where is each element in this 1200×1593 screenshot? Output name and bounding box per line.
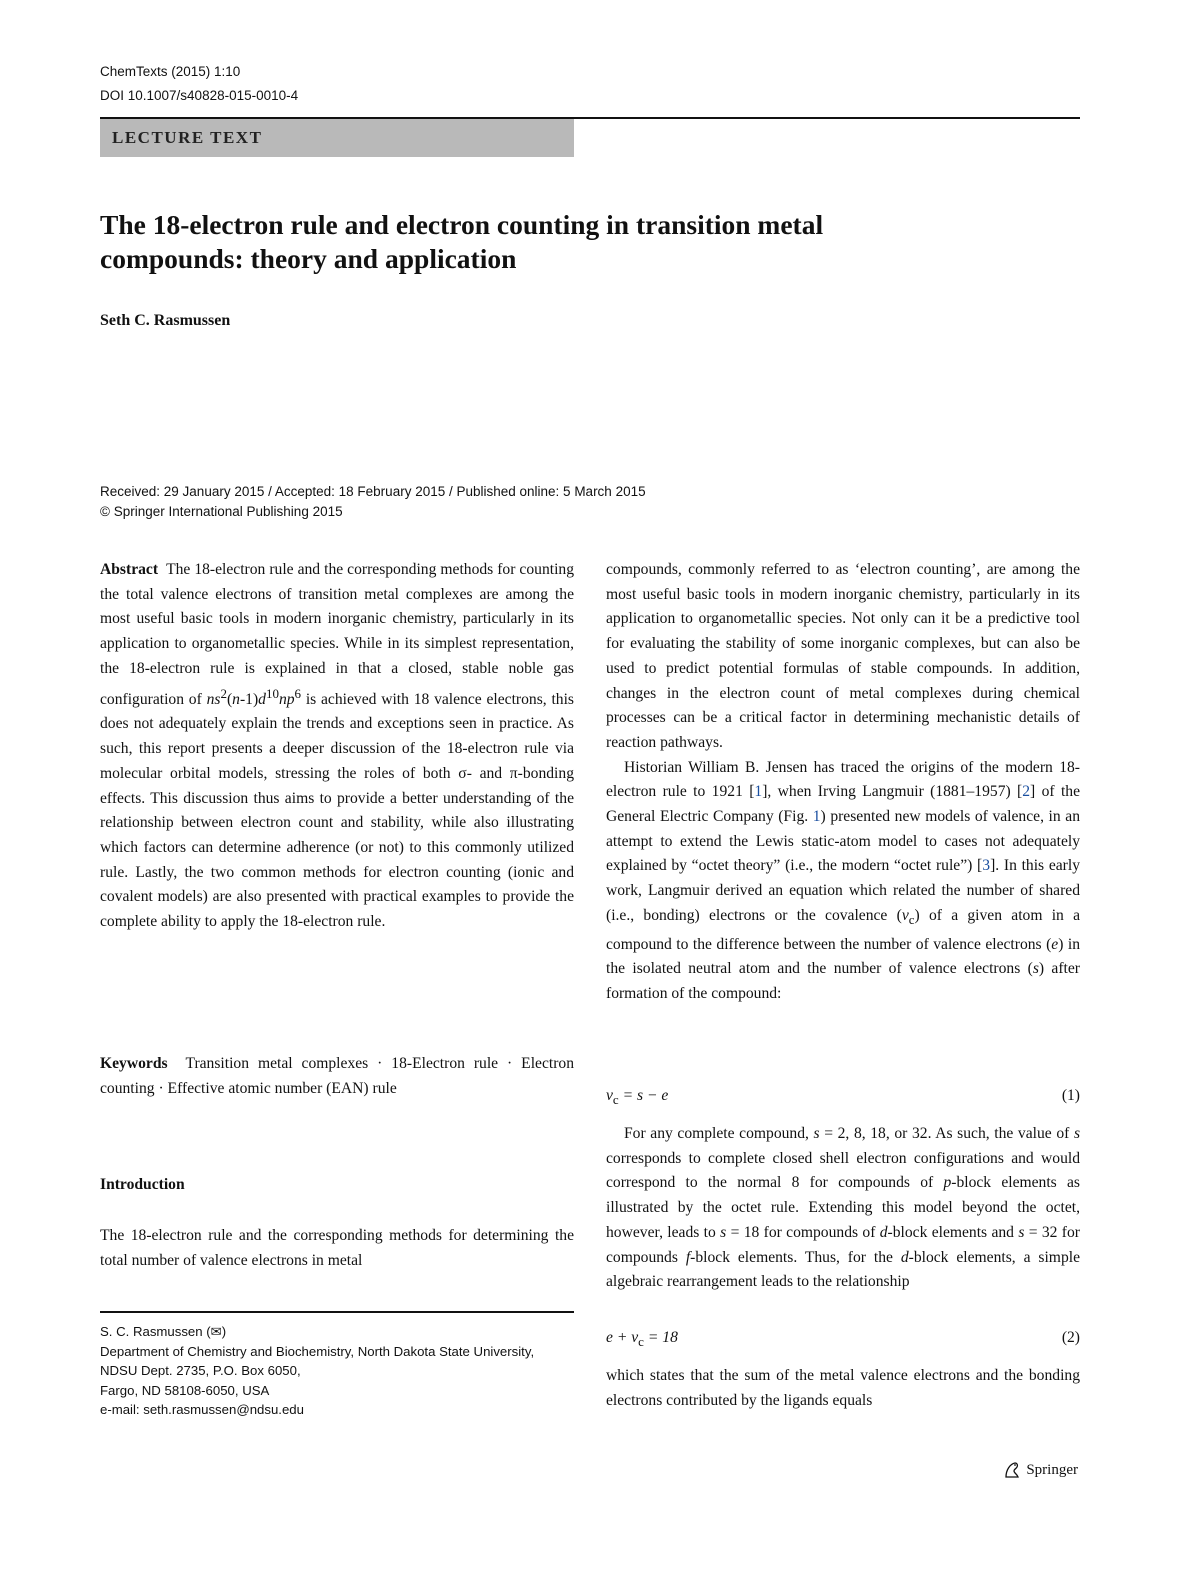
symbol-d-1: d — [879, 1223, 888, 1241]
equation-number-1: (1) — [1061, 1087, 1080, 1104]
abstract-text-2: is achieved with 18 valence electrons, this does not adequately explain the trends and exceptions seen in practice. As such, this report presents a deeper discussion of the 18-electron rule via molecular orbital models, stressing the roles of both σ- and π-bonding effects. This discussion thus aims to provide a better understanding of the relationship between electron count and stability, while also illustrating which factors can determine adherence (or not) to this commonly utilized rule. Lastly, the two common methods for electron counting (ionic and covalent models) are also presented with practical examples to provide the complete ability to apply the 18-electron rule. — [100, 690, 574, 931]
config-ns: ns — [206, 690, 221, 708]
publisher-name: Springer — [1026, 1461, 1078, 1478]
symbol-v-sub: c — [908, 911, 915, 927]
history-text-h: ) after formation of the compound: — [606, 960, 1080, 1003]
keywords — [100, 1052, 574, 1101]
intro-paragraph: The 18-electron rule and the corresponding methods for determining the total number of valence electrons in metal — [100, 1227, 574, 1269]
eq1-lhs: v — [606, 1087, 613, 1104]
footnote-rule — [100, 1311, 574, 1313]
right-column-text-2 — [606, 1122, 1080, 1295]
symbol-s-3: s — [720, 1223, 727, 1241]
author-affiliation-footnote — [100, 1322, 574, 1420]
equation-number-2: (2) — [1061, 1329, 1080, 1346]
doi: DOI 10.1007/s40828-015-0010-4 — [100, 88, 299, 103]
closed-shell-text-d: -block elements as illustrated by the octet rule. Extending this model beyond the octet, however, leads to — [606, 1174, 1080, 1241]
eq1-rhs: = s − e — [618, 1087, 669, 1104]
closed-shell-text-b: = 2, 8, 18, or 32. As such, the value of — [819, 1125, 1074, 1142]
paragraph-closed-shell — [606, 1122, 1080, 1295]
footnote-email[interactable]: e-mail: seth.rasmussen@ndsu.edu — [100, 1402, 304, 1417]
abstract-label: Abstract — [100, 561, 159, 578]
symbol-s-2: s — [1073, 1125, 1081, 1142]
keywords-label: Keywords — [100, 1055, 168, 1072]
eq2-lhs: e + v — [606, 1329, 639, 1346]
symbol-v: v — [901, 906, 909, 924]
config-sup-10: 10 — [265, 685, 279, 701]
symbol-e: e — [1051, 935, 1059, 953]
history-text-d: ) presented new models of valence, in an attempt to extend the Lewis static-atom model to cases not adequately explained by “octet theory” (i.e., the modern “octet rule”) [ — [606, 808, 1080, 875]
abstract — [100, 558, 574, 935]
equation-2 — [606, 1326, 1080, 1354]
history-text-e: ]. In this early work, Langmuir derived an equation which related the number of shared (i.e., bonding) electrons or the covalence ( — [606, 857, 1080, 924]
equation-1 — [606, 1084, 1080, 1112]
history-text-a: Historian William B. Jensen has traced the origins of the modern 18-electron rule to 1921 [ — [606, 758, 1080, 801]
copyright-line: © Springer International Publishing 2015 — [100, 504, 343, 519]
paragraph-electron-counting: compounds, commonly referred to as ‘electron counting’, are among the most useful basic tools in modern inorganic chemistry, particularly in its application to organometallic species. Not only can it be a predictive tool for evaluating the stability of some inorganic complexes, but can also be used to predict potential formulas of stable compounds. In addition, changes in the electron count of metal complexes during chemical processes can be a critical factor in determining mechanistic details of reaction pathways. — [606, 561, 1080, 751]
footnote-department: Department of Chemistry and Biochemistry, North Dakota State University, NDSU Dept. 2735, P.O. Box 6050, — [100, 1343, 535, 1378]
config-sup-6: 6 — [294, 685, 302, 701]
article-title — [100, 208, 1060, 276]
journal-citation: ChemTexts (2015) 1:10 — [100, 64, 241, 79]
closed-shell-text-g: = 32 for compounds — [606, 1223, 1080, 1266]
config-d: d — [258, 690, 266, 708]
closed-shell-text-i: -block elements, a simple algebraic rearrangement leads to the relationship — [606, 1248, 1080, 1291]
symbol-s: s — [1032, 960, 1039, 978]
footnote-author: S. C. Rasmussen ( — [100, 1324, 211, 1339]
abstract-text-1: The 18-electron rule and the corresponding methods for counting the total valence electrons of transition metal complexes are among the most useful basic tools in modern inorganic chemistry, particularly in its application to organometallic species. While in its simplest representation, the 18-electron rule is explained in that a closed, stable noble gas configuration of — [100, 561, 575, 708]
closed-shell-text-c: corresponds to complete closed shell electron configurations and would correspond to the normal 8 for compounds of — [606, 1149, 1080, 1192]
article-type-banner — [100, 119, 574, 157]
history-text-c: ] of the General Electric Company (Fig. — [606, 783, 1081, 826]
right-column-text — [606, 558, 1080, 1007]
springer-horse-icon — [1002, 1460, 1022, 1480]
config-n: n — [232, 690, 240, 708]
paragraph-history — [606, 756, 1080, 1007]
citation-link-3[interactable]: 3 — [982, 857, 991, 875]
config-sup-2: 2 — [220, 685, 227, 701]
author-name: Seth C. Rasmussen — [100, 312, 231, 329]
config-minus: -1) — [239, 690, 259, 708]
symbol-d-2: d — [900, 1248, 909, 1266]
introduction-text — [100, 1224, 574, 1273]
symbol-s-1: s — [813, 1125, 820, 1142]
closed-shell-text-a: For any complete compound, — [624, 1125, 814, 1142]
right-column-text-3 — [606, 1364, 1080, 1413]
publisher-logo — [1002, 1460, 1078, 1480]
eq2-rhs: = 18 — [643, 1329, 678, 1346]
config-paren: ( — [226, 690, 233, 708]
closed-shell-text-e: = 18 for compounds of — [726, 1223, 880, 1241]
footnote-paren: ) — [221, 1324, 227, 1339]
symbol-f: f — [685, 1248, 691, 1266]
paragraph-sum: which states that the sum of the metal valence electrons and the bonding electrons contributed by the ligands equals — [606, 1367, 1080, 1409]
symbol-p: p — [943, 1174, 952, 1192]
history-text-f: ) of a given atom in a compound to the difference between the number of valence electrons ( — [606, 906, 1081, 953]
section-heading-introduction: Introduction — [100, 1176, 185, 1193]
publication-dates: Received: 29 January 2015 / Accepted: 18 February 2015 / Published online: 5 March 2015 — [100, 484, 646, 499]
article-type-label: LECTURE TEXT — [112, 128, 263, 147]
config-np: np — [278, 690, 295, 708]
title-line-2: compounds: theory and application — [100, 243, 517, 274]
eq1-sub: c — [612, 1092, 619, 1108]
symbol-s-4: s — [1018, 1223, 1025, 1241]
envelope-icon: ✉ — [210, 1324, 222, 1339]
citation-link-1[interactable]: 1 — [754, 783, 763, 801]
closed-shell-text-h: -block elements. Thus, for the — [690, 1248, 901, 1266]
title-line-1: The 18-electron rule and electron counting in transition metal — [100, 209, 824, 240]
closed-shell-text-f: -block elements and — [887, 1223, 1019, 1241]
citation-link-2[interactable]: 2 — [1022, 783, 1031, 801]
history-text-g: ) in the isolated neutral atom and the number of valence electrons ( — [606, 935, 1080, 978]
figure-link-1[interactable]: 1 — [812, 808, 821, 826]
eq2-sub: c — [638, 1334, 644, 1350]
keywords-text: Transition metal complexes · 18-Electron rule · Electron counting · Effective atomic number (EAN) rule — [100, 1055, 574, 1097]
footnote-address: Fargo, ND 58108-6050, USA — [100, 1382, 270, 1398]
history-text-b: ], when Irving Langmuir (1881–1957) [ — [762, 783, 1023, 801]
